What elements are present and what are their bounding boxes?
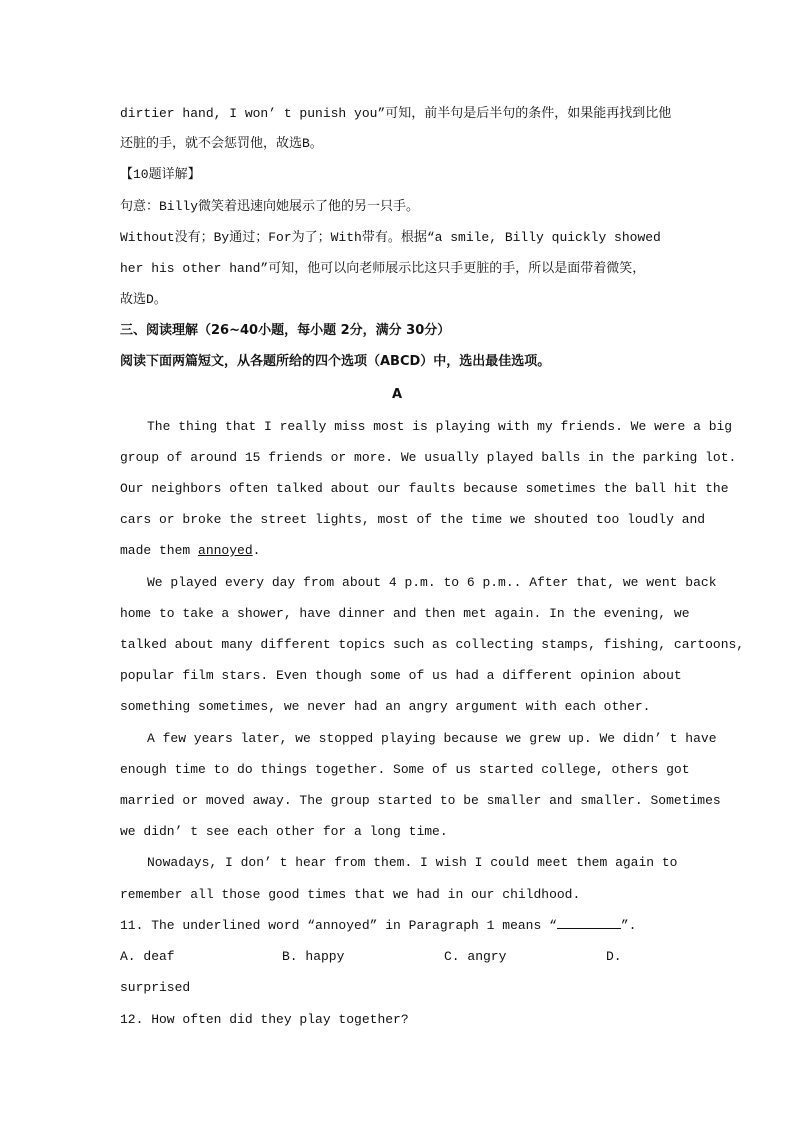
q10-heading: 【10题详解】 [120,167,201,182]
passage-label: A [391,387,403,402]
question-text: 11. The underlined word “annoyed” in Paragraph 1 means “ [120,918,557,933]
text-line: group of around 15 friends or more. We usually played balls in the parking lot. [120,450,737,465]
text-line: Without没有；By通过；For为了；With带有。根据“a smile, Billy quickly showed [120,230,661,245]
text-line: Nowadays, I don’ t hear from them. I wish I could meet them again to [147,855,678,870]
text-line: her his other hand”可知，他可以向老师展示比这只手更脏的手，所以是面带着微笑， [120,261,646,276]
text-line: something sometimes, we never had an angry argument with each other. [120,699,651,714]
text-line: remember all those good times that we had in our childhood. [120,887,581,902]
underlined-word: annoyed [198,543,253,558]
option-d: D. [606,949,622,964]
question-12: 12. How often did they play together? [120,1012,409,1027]
text-line: Our neighbors often talked about our faults because sometimes the ball hit the [120,481,729,496]
text-line: home to take a shower, have dinner and then met again. In the evening, we [120,606,690,621]
text-line: cars or broke the street lights, most of the time we shouted too loudly and [120,512,706,527]
text-line: 还脏的手，就不会惩罚他，故选B。 [120,136,323,151]
text-line: popular film stars. Even though some of us had a different opinion about [120,668,682,683]
text-line: A few years later, we stopped playing because we grew up. We didn’ t have [147,731,717,746]
question-text: ”. [620,918,637,933]
text-line [120,541,260,561]
text-span: . [252,543,261,558]
option-c: C. angry [444,949,507,964]
text-line: dirtier hand, I won’ t punish you”可知，前半句是后半句的条件，如果能再找到比他 [120,106,672,121]
text-span: made them [120,543,199,558]
text-line: 故选D。 [120,292,167,307]
section-instruction: 阅读下面两篇短文，从各题所给的四个选项（ABCD）中，选出最佳选项。 [120,354,551,369]
text-line: enough time to do things together. Some of us started college, others got [120,762,690,777]
text-line: married or moved away. The group started to be smaller and smaller. Sometimes [120,793,721,808]
option-d-text: surprised [120,980,191,995]
text-line: The thing that I really miss most is playing with my friends. We were a big [147,419,733,434]
option-a: A. deaf [120,949,175,964]
text-line: We played every day from about 4 p.m. to 6 p.m.. After that, we went back [147,575,717,590]
text-line: 句意：Billy微笑着迅速向她展示了他的另一只手。 [120,199,420,214]
answer-blank [557,916,621,929]
option-b: B. happy [282,949,345,964]
question-11 [120,916,636,936]
text-line: we didn’ t see each other for a long time. [120,824,448,839]
section-title: 三、阅读理解（26~40小题，每小题 2分，满分 30分） [120,323,451,338]
text-line: talked about many different topics such as collecting stamps, fishing, cartoons, [120,637,745,652]
